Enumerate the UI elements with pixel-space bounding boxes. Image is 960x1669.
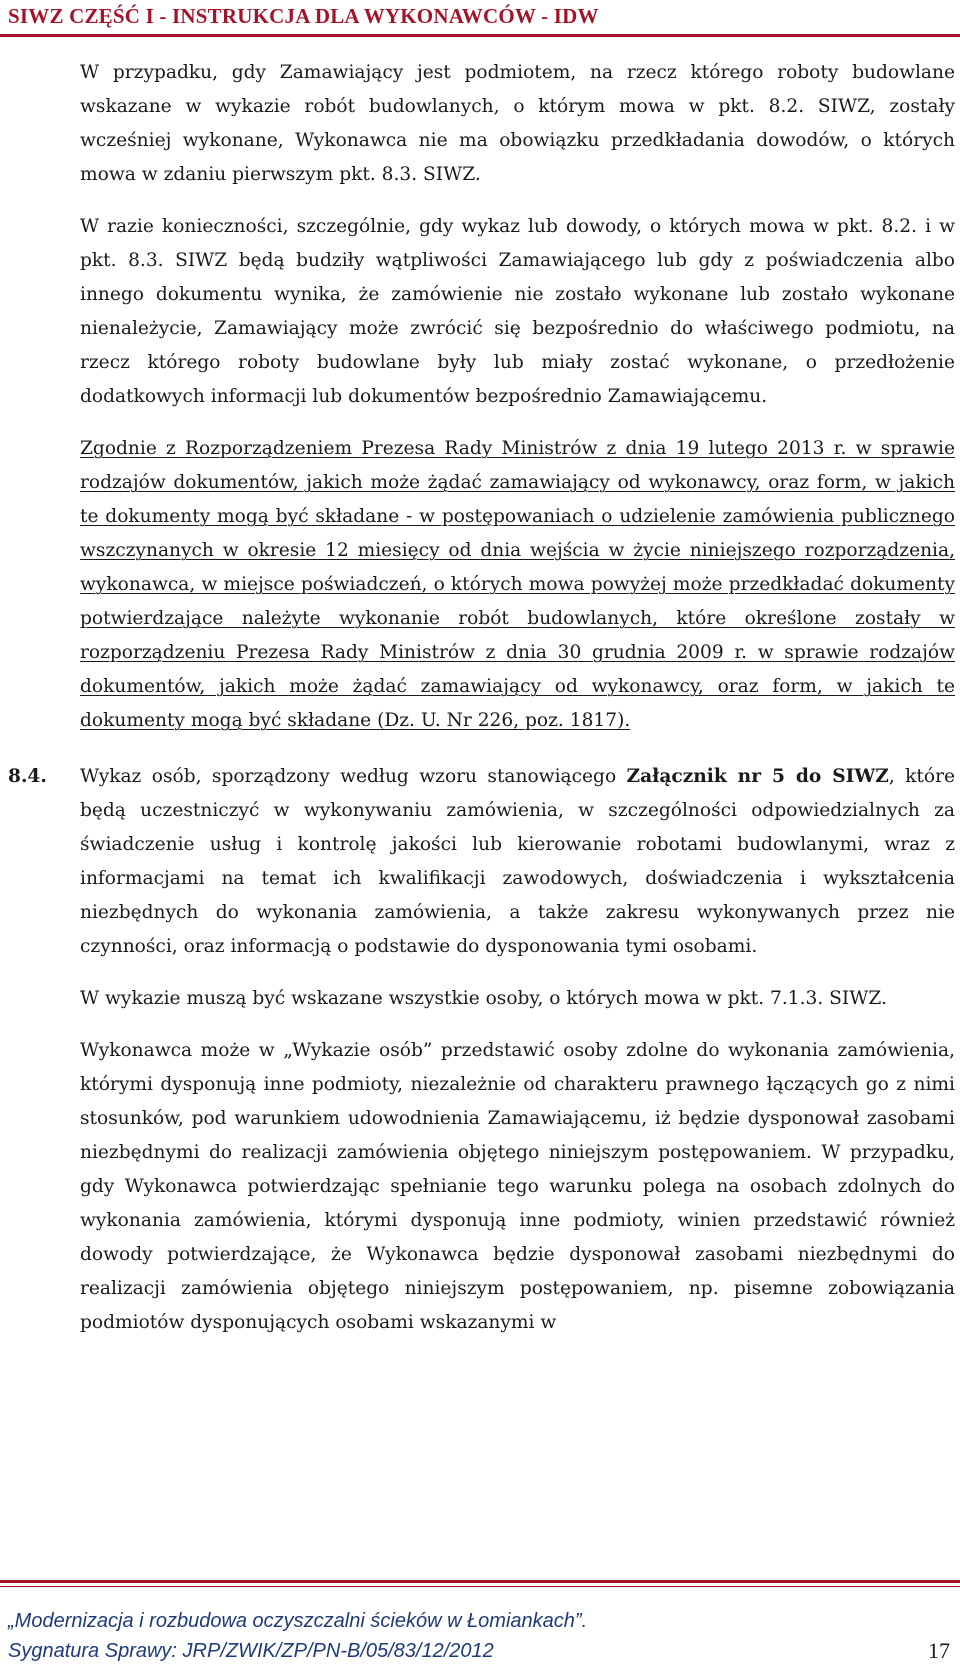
paragraph-regulation: Zgodnie z Rozporządzeniem Prezesa Rady Ministrów z dnia 19 lutego 2013 r. w sprawie rodzajów dokumentów, jakich może żądać zamawiający od wykonawcy, oraz form, w jakich te dokumenty mogą być składane - w postępowaniach o udzielenie zamówienia publicznego wszczynanych w okresie 12 miesięcy od dnia wejścia w życie niniejszego rozporządzenia, wykonawca, w miejsce poświadczeń, o których mowa powyżej może przedkładać dokumenty potwierdzające należyte wykonanie robót budowlanych, które określone zostały w rozporządzeniu Prezesa Rady Ministrów z dnia 30 grudnia 2009 r. w sprawie rodzajów dokumentów, jakich może żądać zamawiający od wykonawcy, oraz form, w jakich te dokumenty mogą być składane (Dz. U. Nr 226, poz. 1817). [80,438,955,731]
paragraph-prior-works: W przypadku, gdy Zamawiający jest podmiotem, na rzecz którego roboty budowlane wskazane w wykazie robót budowlanych, o którym mowa w pkt. 8.2. SIWZ, zostały wcześniej wykonane, Wykonawca nie ma obowiązku przedkładania dowodów, o których mowa w zdaniu pierwszym pkt. 8.3. SIWZ. [80,62,955,185]
paragraph-other-entities: Wykonawca może w „Wykazie osób” przedstawić osoby zdolne do wykonania zamówienia, którymi dysponują inne podmioty, niezależnie od charakteru prawnego łączących go z nimi stosunków, pod warunkiem udowodnienia Zamawiającemu, iż będzie dysponował zasobami niezbędnymi do realizacji zamówienia objętego niniejszym postępowaniem. W przypadku, gdy Wykonawca potwierdzając spełnianie tego warunku polega na osobach zdolnych do wykonania zamówienia, którymi dysponują inne podmioty, winien przedstawić również dowody potwierdzające, że Wykonawca będzie dysponował zasobami niezbędnymi do realizacji zamówienia objętego niniejszym postępowaniem, np. pisemne zobowiązania podmiotów dysponujących osobami wskazanymi w [80,1040,955,1333]
footer-project-name: „Modernizacja i rozbudowa oczyszczalni ścieków w Łomiankach”. [8,1610,588,1632]
personnel-text-start: Wykaz osób, sporządzony według wzoru stanowiącego [80,766,627,787]
section-number: 8.4. [8,766,47,787]
page-header [0,0,960,50]
paragraph-all-persons: W wykazie muszą być wskazane wszystkie osoby, o których mowa w pkt. 7.1.3. SIWZ. [80,988,887,1009]
section-8-4 [8,760,955,1340]
personnel-text-end: , które będą uczestniczyć w wykonywaniu zamówienia, w szczególności odpowiedzialnych za świadczenie usług i kontrolę jakości lub kierowanie robotami budowlanymi, wraz z informacjami na temat ich kwalifikacji zawodowych, doświadczenia i wykształcenia niezbędnych do wykonania zamówienia, a także zakresu wykonywanych przez nie czynności, oraz informacją o podstawie do dysponowania tymi osobami. [80,766,955,957]
paragraph-doubts: W razie konieczności, szczególnie, gdy wykaz lub dowody, o których mowa w pkt. 8.2. i w pkt. 8.3. SIWZ będą budziły wątpliwości Zamawiającego lub gdy z poświadczenia albo innego dokumentu wynika, że zamówienie nie zostało wykonane lub zostało wykonane nienależycie, Zamawiający może zwrócić się bezpośrednio do właściwego podmiotu, na rzecz którego roboty budowlane były lub miały zostać wykonane, o przedłożenie dodatkowych informacji lub dokumentów bezpośrednio Zamawiającemu. [80,216,955,407]
page-number: 17 [928,1638,950,1663]
paragraph-personnel-list [80,760,955,964]
footer-case-signature: Sygnatura Sprawy: JRP/ZWIK/ZP/PN-B/05/83/12/2012 [8,1640,494,1662]
footer-divider-thin [0,1586,960,1587]
header-divider [0,34,960,37]
attachment-reference: Załącznik nr 5 do SIWZ [626,766,889,787]
header-title: SIWZ CZĘŚĆ I - INSTRUKCJA DLA WYKONAWCÓW - IDW [8,4,599,28]
footer-divider-thick [0,1580,960,1583]
document-body [8,56,955,1340]
